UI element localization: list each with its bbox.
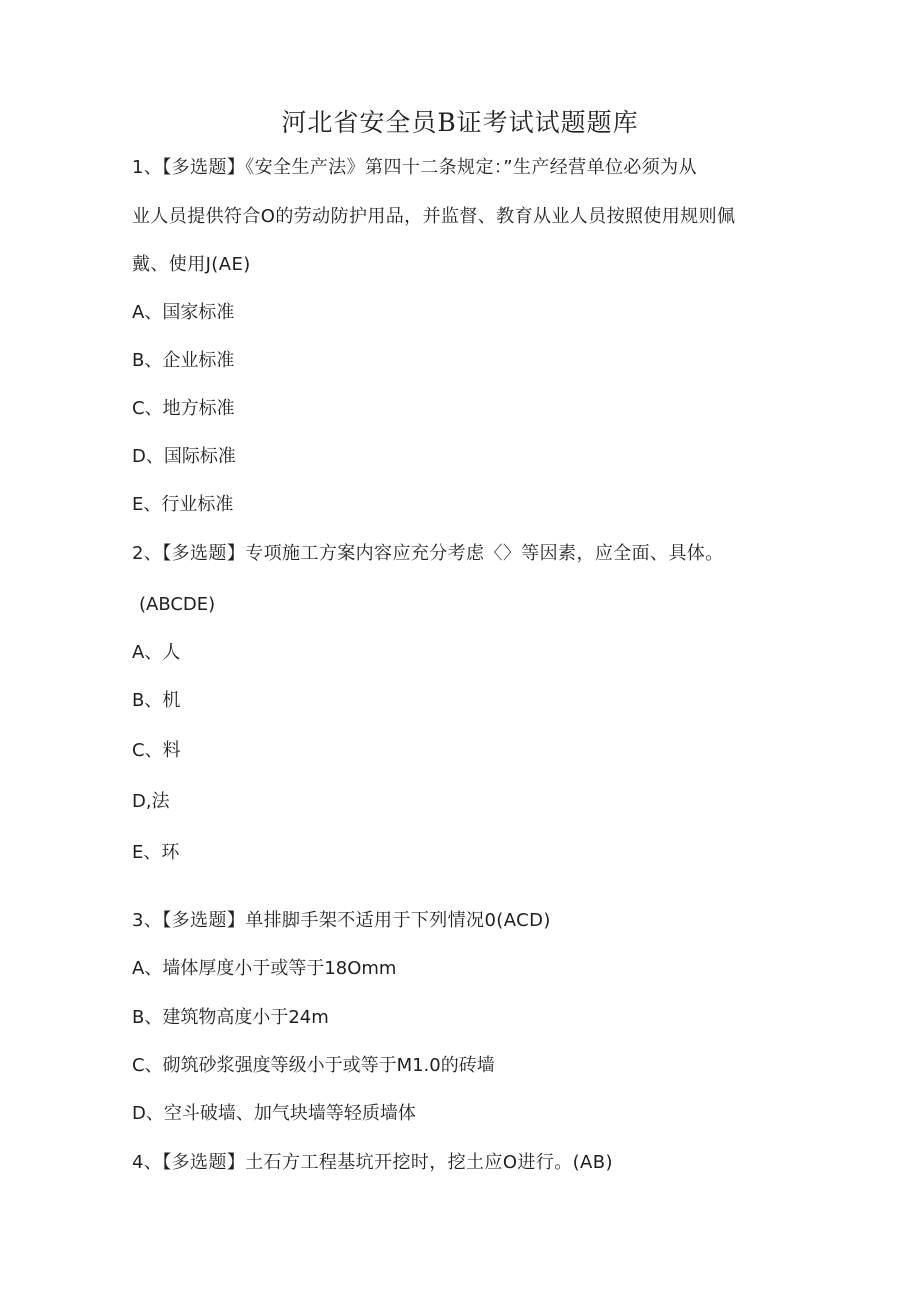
question-1-option-a: A、国家标准: [132, 302, 235, 323]
question-1-line-2: 业人员提供符合O的劳动防护用品，并监督、教育从业人员按照使用规则佩: [132, 206, 736, 227]
question-1-option-b: B、企业标准: [132, 350, 235, 371]
question-1-option-e: E、行业标准: [132, 494, 234, 515]
question-1-option-c: C、地方标准: [132, 398, 235, 419]
page-title: 河北省安全员B证考试试题题库: [281, 108, 639, 137]
question-3-option-d: D、空斗破墙、加气块墙等轻质墙体: [132, 1103, 416, 1124]
question-4-line-1: 4、【多选题】土石方工程基坑开挖时，挖土应O进行。(AB): [132, 1152, 613, 1173]
question-2-option-c: C、料: [132, 740, 181, 761]
question-2-option-d: D,法: [132, 791, 170, 812]
question-3-line-1: 3、【多选题】单排脚手架不适用于下列情况0(ACD): [132, 910, 551, 931]
question-1-option-d: D、国际标准: [132, 446, 236, 467]
question-1-line-3: 戴、使用J(AE): [132, 254, 251, 275]
question-3-option-c: C、砌筑砂浆强度等级小于或等于M1.0的砖墙: [132, 1055, 495, 1076]
question-3-option-a: A、墙体厚度小于或等于18Omm: [132, 958, 397, 979]
question-2-option-a: A、人: [132, 642, 181, 663]
question-2-option-e: E、环: [132, 842, 180, 863]
question-3-option-b: B、建筑物高度小于24m: [132, 1007, 329, 1028]
question-2-line-1: 2、【多选题】专项施工方案内容应充分考虑〈〉等因素，应全面、具体。: [132, 543, 724, 564]
question-2-line-2: (ABCDE): [139, 594, 216, 615]
question-2-option-b: B、机: [132, 690, 181, 711]
question-1-line-1: 1、【多选题】《安全生产法》第四十二条规定：”生产经营单位必须为从: [132, 157, 697, 178]
